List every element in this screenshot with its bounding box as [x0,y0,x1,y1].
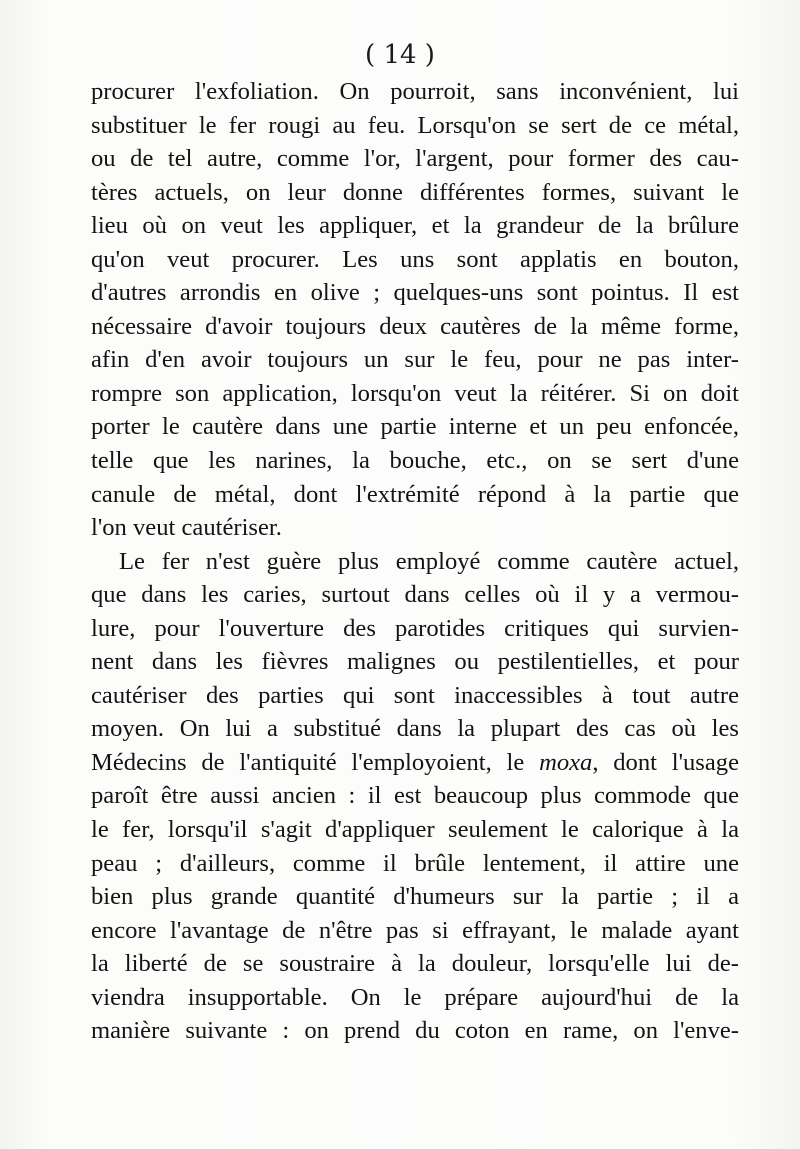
text-line: d'autres arrondis en olive ; quelques-uns sont pointus. Il est [91,279,739,307]
italic-term: moxa [539,748,593,776]
text-line: viendra insupportable. On le prépare aujourd'hui de la [91,983,739,1011]
text-line: manière suivante : on prend du coton en rame, on l'enve- [91,1017,739,1045]
text-line: lure, pour l'ouverture des parotides critiques qui survien- [91,614,739,642]
body-text [91,75,739,1048]
text-line: le fer, lorsqu'il s'agit d'appliquer seulement le calorique à la [91,816,739,844]
text-line: nent dans les fièvres malignes ou pestilentielles, et pour [91,648,739,676]
text-segment: , dont l'usage [592,748,739,776]
text-line: paroît être aussi ancien : il est beaucoup plus commode que [91,782,739,810]
text-line: lieu où on veut les appliquer, et la grandeur de la brûlure [91,212,739,240]
text-line: Le fer n'est guère plus employé comme cautère actuel, [119,547,739,575]
text-line: bien plus grande quantité d'humeurs sur la partie ; il a [91,883,739,911]
text-line: moyen. On lui a substitué dans la plupart des cas où les [91,715,739,743]
text-line: ou de tel autre, comme l'or, l'argent, pour former des cau- [91,145,739,173]
text-segment: Médecins de l'antiquité l'employoient, le [91,748,540,776]
text-line: tères actuels, on leur donne différentes formes, suivant le [91,178,739,206]
paragraph-2 [91,545,739,1048]
text-line: peau ; d'ailleurs, comme il brûle lentement, il attire une [91,849,739,877]
text-line: encore l'avantage de n'être pas si effrayant, le malade ayant [91,916,739,944]
text-line: telle que les narines, la bouche, etc., on se sert d'une [91,447,739,475]
text-line: porter le cautère dans une partie interne et un peu enfoncée, [91,413,739,441]
page-number: ( 14 ) [365,40,435,70]
text-line: que dans les caries, surtout dans celles où il y a vermou- [91,581,739,609]
text-line: la liberté de se soustraire à la douleur, lorsqu'elle lui de- [91,950,739,978]
text-line: nécessaire d'avoir toujours deux cautères de la même forme, [91,312,739,340]
text-line: qu'on veut procurer. Les uns sont applatis en bouton, [91,245,739,273]
text-line: l'on veut cautériser. [91,514,282,542]
text-line: procurer l'exfoliation. On pourroit, sans inconvénient, lui [91,78,739,105]
text-line: canule de métal, dont l'extrémité répond à la partie que [91,480,739,508]
text-line: rompre son application, lorsqu'on veut la réitérer. Si on doit [91,379,739,407]
text-line-with-italic [91,746,739,780]
text-line: afin d'en avoir toujours un sur le feu, pour ne pas inter- [91,346,739,374]
paragraph-1 [91,75,739,545]
text-line: cautériser des parties qui sont inaccessibles à tout autre [91,681,739,709]
text-line: substituer le fer rougi au feu. Lorsqu'on se sert de ce métal, [91,111,739,139]
